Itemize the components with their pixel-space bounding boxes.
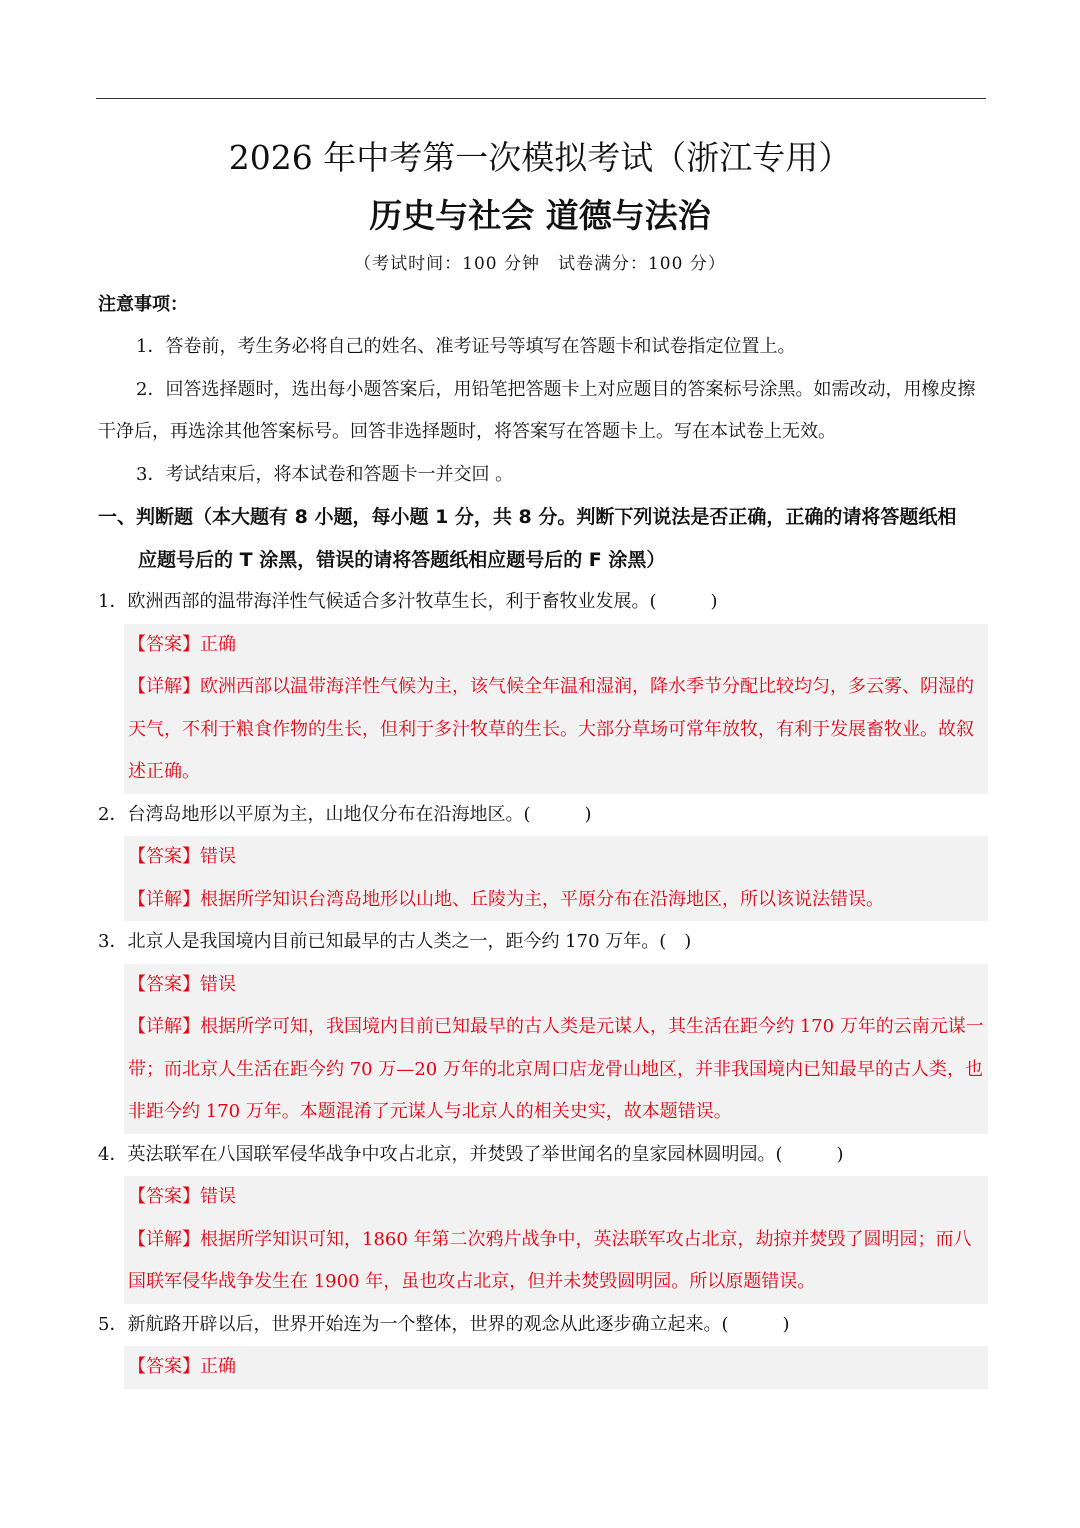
section-heading-line2: 应题号后的 T 涂黑，错误的请将答题纸相应题号后的 F 涂黑） [138, 548, 666, 571]
explanation-4 [128, 1219, 984, 1304]
answer-tag: 【答案】 [128, 633, 200, 655]
notice-item-2: 2．回答选择题时，选出每小题答案后，用铅笔把答题卡上对应题目的答案标号涂黑。如需改动，用橡皮擦干净后，再选涂其他答案标号。回答非选择题时，将答案写在答题卡上。写在本试卷上无效。 [98, 378, 976, 442]
explanation-text: 根据所学可知，我国境内目前已知最早的古人类是元谋人，其生活在距今约 170 万年的云南元谋一带；而北京人生活在距今约 70 万—20 万年的北京周口店龙骨山地区，并非我国境内已知最早的古人类，也非距今约 170 万年。本题混淆了元谋人与北京人的相关史实，故本题错误。 [128, 1016, 984, 1122]
question-1: 1．欧洲西部的温带海洋性气候适合多汁牧草生长，利于畜牧业发展。( ) [98, 591, 718, 612]
question-3: 3．北京人是我国境内目前已知最早的古人类之一，距今约 170 万年。( ) [98, 931, 692, 952]
answer-value: 正确 [200, 633, 236, 655]
explanation-3 [128, 1006, 984, 1134]
explanation-1 [128, 666, 984, 794]
explain-tag: 【详解】 [128, 888, 200, 910]
explain-tag: 【详解】 [128, 1228, 200, 1250]
section-heading-line1: 一、判断题（本大题有 8 小题，每小题 1 分，共 8 分。判断下列说法是否正确，正确的请将答题纸相 [98, 506, 957, 528]
question-5: 5．新航路开辟以后，世界开始连为一个整体，世界的观念从此逐步确立起来。( ) [98, 1313, 790, 1335]
answer-3 [128, 964, 984, 1007]
document-body [98, 284, 988, 1389]
header-rule [96, 98, 986, 99]
answer-box-1 [124, 624, 988, 794]
answer-2 [128, 836, 984, 879]
answer-tag: 【答案】 [128, 846, 200, 867]
answer-box-2 [124, 836, 988, 921]
explanation-text: 欧洲西部以温带海洋性气候为主，该气候全年温和湿润，降水季节分配比较均匀，多云雾、阴湿的天气，不利于粮食作物的生长，但利于多汁牧草的生长。大部分草场可常年放牧，有利于发展畜牧业。故叙述正确。 [128, 676, 974, 782]
notice-item-3: 3．考试结束后，将本试卷和答题卡一并交回 。 [136, 463, 514, 485]
explanation-text: 根据所学知识可知，1860 年第二次鸦片战争中，英法联军攻占北京，劫掠并焚毁了圆明园；而八国联军侵华战争发生在 1900 年，虽也攻占北京，但并未焚毁圆明园。所以原题错误。 [128, 1228, 972, 1292]
answer-tag: 【答案】 [128, 1356, 200, 1377]
notice-item-1: 1．答卷前，考生务必将自己的姓名、准考证号等填写在答题卡和试卷指定位置上。 [136, 336, 796, 357]
section-heading [98, 496, 988, 581]
answer-box-4 [124, 1176, 988, 1304]
question-2: 2．台湾岛地形以平原为主，山地仅分布在沿海地区。( ) [98, 803, 592, 825]
notice-title: 注意事项： [98, 294, 188, 315]
answer-value: 错误 [200, 973, 236, 995]
answer-tag: 【答案】 [128, 1186, 200, 1207]
answer-value: 错误 [200, 846, 236, 867]
answer-tag: 【答案】 [128, 973, 200, 995]
explain-tag: 【详解】 [128, 1016, 200, 1037]
exam-title: 2026 年中考第一次模拟考试（浙江专用） [228, 138, 852, 177]
answer-value: 错误 [200, 1186, 236, 1207]
answer-1 [128, 624, 984, 667]
answer-value: 正确 [200, 1356, 236, 1377]
subject-title: 历史与社会 道德与法治 [369, 196, 711, 235]
answer-4 [128, 1176, 984, 1219]
question-4: 4．英法联军在八国联军侵华战争中攻占北京，并焚毁了举世闻名的皇家园林圆明园。( ) [98, 1143, 844, 1165]
answer-box-5 [124, 1346, 988, 1389]
explain-tag: 【详解】 [128, 676, 200, 697]
answer-box-3 [124, 964, 988, 1134]
explanation-text: 根据所学知识台湾岛地形以山地、丘陵为主，平原分布在沿海地区，所以该说法错误。 [200, 888, 884, 910]
explanation-2 [128, 879, 984, 922]
answer-5 [128, 1346, 984, 1389]
exam-info: （考试时间：100 分钟 试卷满分：100 分） [354, 254, 726, 274]
